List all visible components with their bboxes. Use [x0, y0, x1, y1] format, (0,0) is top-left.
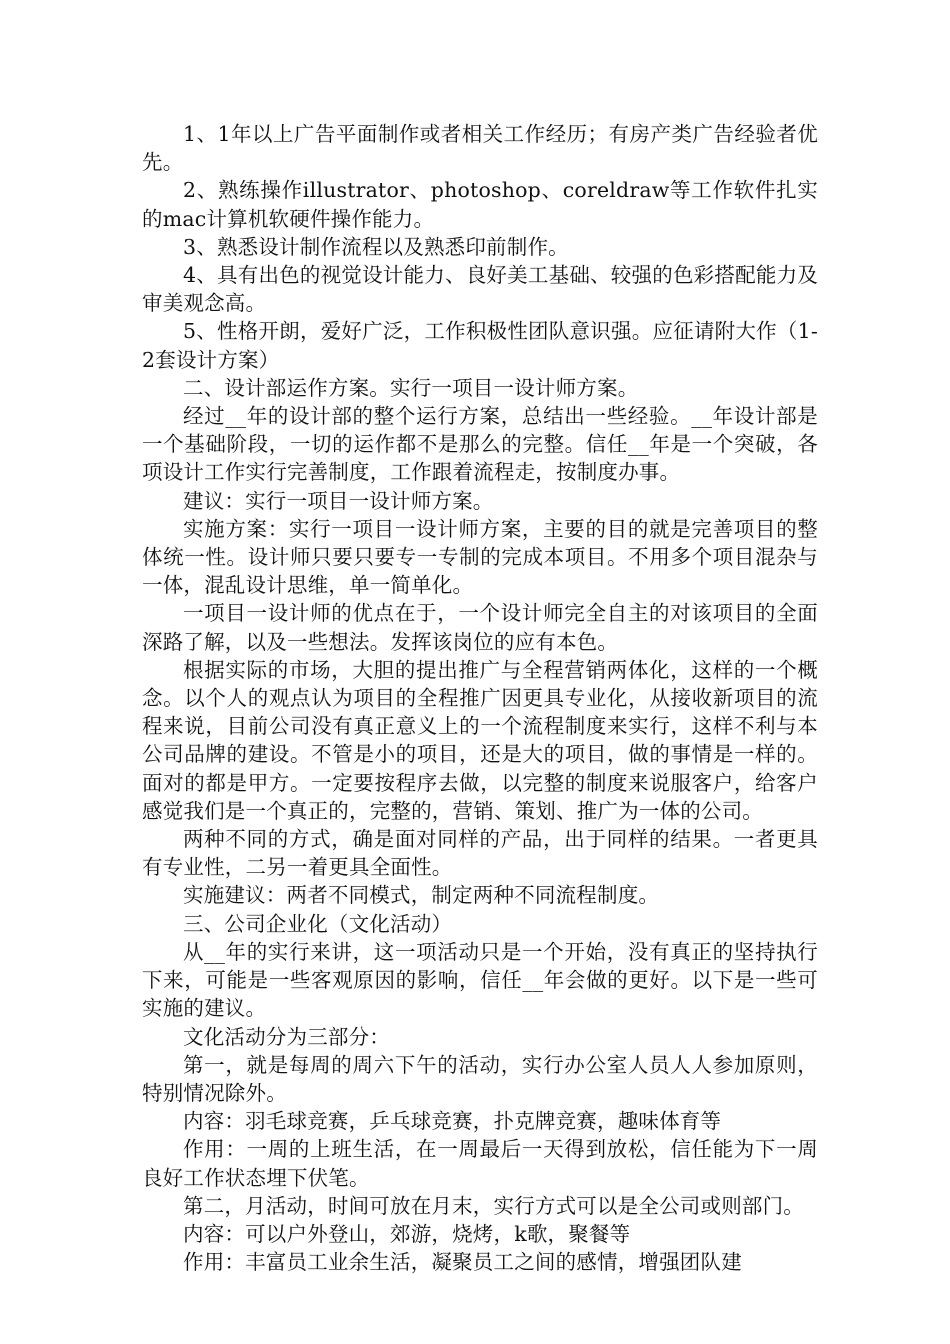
body-paragraph: 一项目一设计师的优点在于，一个设计师完全自主的对该项目的全面深路了解，以及一些想法。发挥该岗位的应有本色。 [142, 601, 818, 654]
body-paragraph: 作用：一周的上班生活，在一周最后一天得到放松，信任能为下一周良好工作状态埋下伏笔。 [142, 1137, 818, 1190]
body-paragraph: 两种不同的方式，确是面对同样的产品，出于同样的结果。一者更具有专业性，二另一着更具全面性。 [142, 827, 818, 880]
body-paragraph: 内容：可以户外登山，郊游，烧烤，k歌，聚餐等 [183, 1221, 631, 1246]
requirement-1-paragraph: 1、1年以上广告平面制作或者相关工作经历；有房产类广告经验者优先。 [142, 122, 818, 175]
body-paragraph: 内容：羽毛球竞赛，乒乓球竞赛，扑克牌竞赛，趣味体育等 [183, 1109, 722, 1134]
section-2-heading: 二、设计部运作方案。实行一项目一设计师方案。 [183, 375, 639, 400]
body-paragraph: 第二，月活动，时间可放在月末，实行方式可以是全公司或则部门。 [183, 1193, 804, 1218]
requirement-5-paragraph: 5、性格开朗，爱好广泛，工作积极性团队意识强。应征请附大作（1-2套设计方案） [142, 319, 818, 372]
section-3-heading: 三、公司企业化（文化活动） [183, 911, 453, 936]
suggestion-paragraph: 建议：实行一项目一设计师方案。 [183, 488, 494, 513]
body-paragraph: 根据实际的市场，大胆的提出推广与全程营销两体化，这样的一个概念。以个人的观点认为项目的全程推广因更具专业化，从接收新项目的流程来说，目前公司没有真正意义上的一个流程制度来实行，这样不利与本公司品牌的建设。不管是小的项目，还是大的项目，做的事情是一样的。面对的都是甲方。一定要按程序去做，以完整的制度来说服客户，给客户感觉我们是一个真正的，完整的，营销、策划、推广为一体的公司。 [142, 657, 818, 823]
requirement-2-paragraph: 2、熟练操作illustrator、photoshop、coreldraw等工作软件扎实的mac计算机软硬件操作能力。 [142, 178, 818, 231]
body-paragraph: 实施方案：实行一项目一设计师方案，主要的目的就是完善项目的整体统一性。设计师只要只要专一专制的完成本项目。不用多个项目混杂与一体，混乱设计思维，单一简单化。 [142, 516, 818, 598]
body-paragraph: 文化活动分为三部分： [183, 1024, 390, 1049]
requirement-4-paragraph: 4、具有出色的视觉设计能力、良好美工基础、较强的色彩搭配能力及审美观念高。 [142, 263, 818, 316]
body-paragraph: 第一，就是每周的周六下午的活动，实行办公室人员人人参加原则，特别情况除外。 [142, 1052, 818, 1105]
body-paragraph: 作用：丰富员工业余生活，凝聚员工之间的感情，增强团队建 [183, 1250, 742, 1275]
body-paragraph: 经过__年的设计部的整个运行方案，总结出一些经验。__年设计部是一个基础阶段，一切的运作都不是那么的完整。信任__年是一个突破，各项设计工作实行完善制度，工作跟着流程走，按制度办事。 [142, 404, 818, 485]
body-paragraph: 从__年的实行来讲，这一项活动只是一个开始，没有真正的坚持执行下来，可能是一些客观原因的影响，信任__年会做的更好。以下是一些可实施的建议。 [142, 939, 818, 1021]
document-body [142, 120, 818, 1276]
suggestion-paragraph: 实施建议：两者不同模式，制定两种不同流程制度。 [183, 883, 660, 908]
requirement-3-paragraph: 3、熟悉设计制作流程以及熟悉印前制作。 [183, 234, 569, 259]
